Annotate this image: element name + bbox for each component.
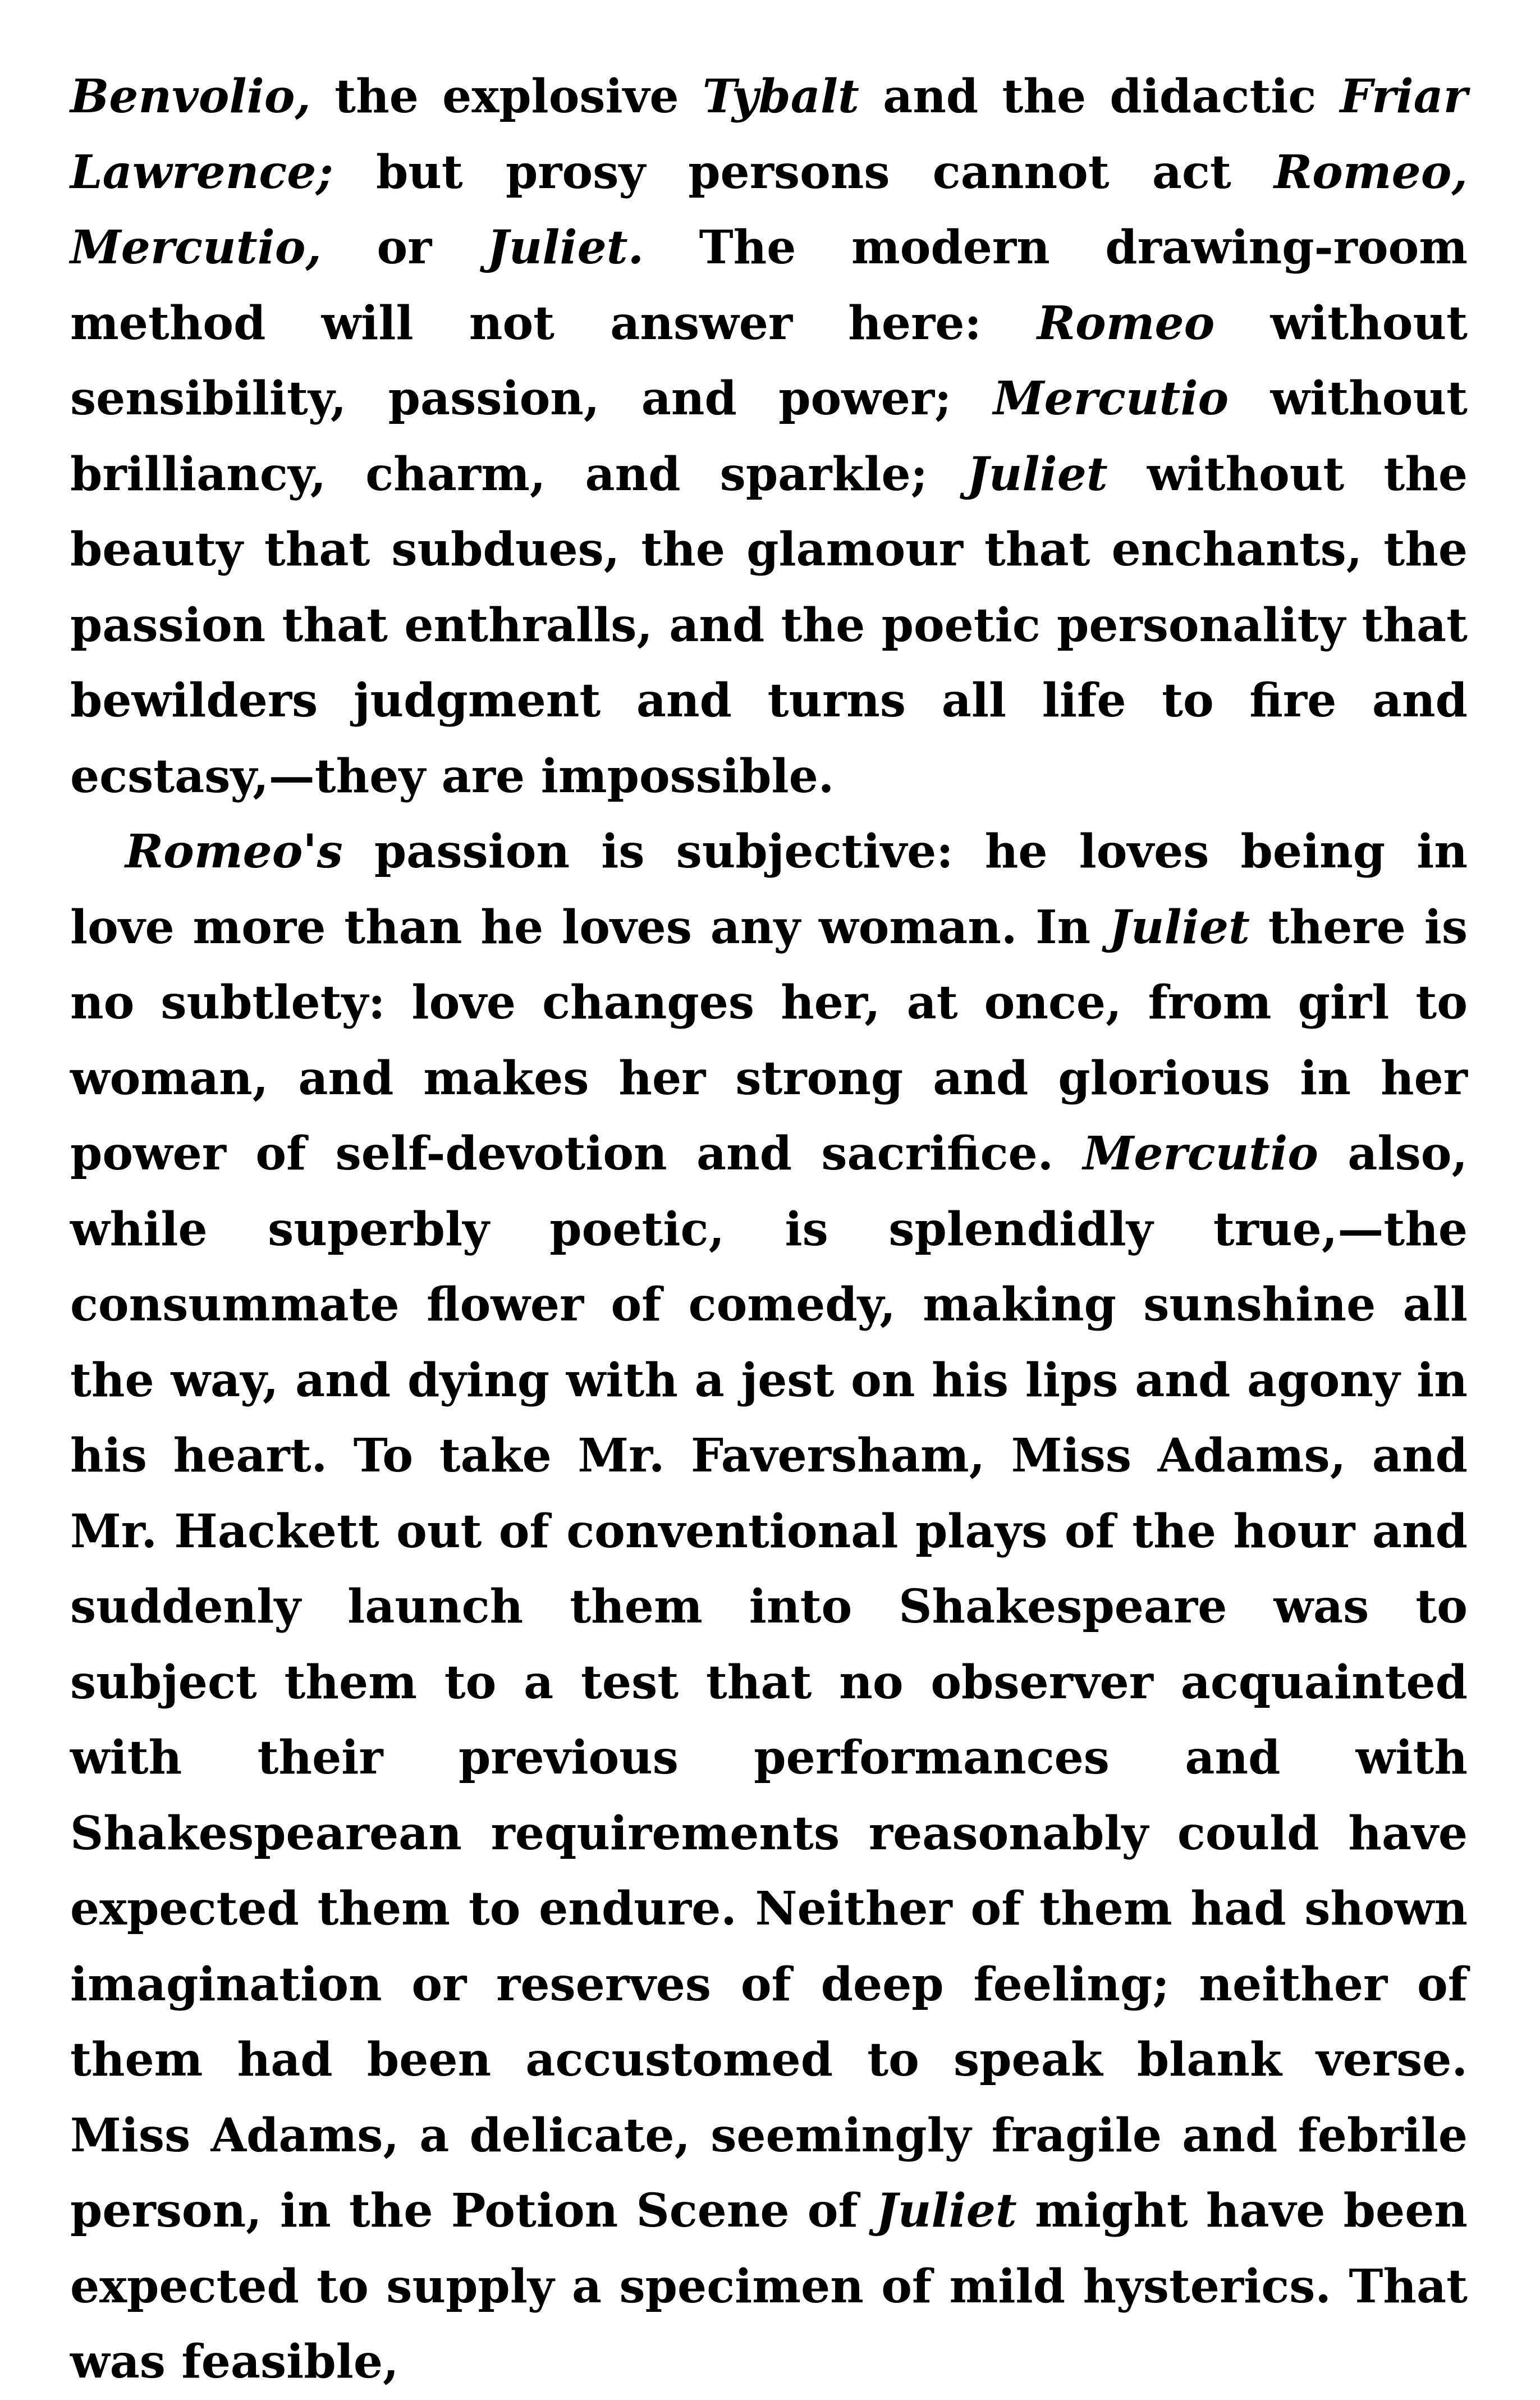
paragraph-2: [70, 814, 1468, 2400]
text-run: Romeo: [1037, 296, 1215, 350]
book-page: [70, 59, 1468, 2400]
text-run: Romeo, Mercutio,: [70, 145, 1468, 275]
text-run: Friar Lawrence;: [70, 70, 1468, 199]
text-run: Juliet.: [487, 221, 644, 275]
text-run: The modern drawing-room method will not answer here:: [70, 221, 1468, 350]
text-run: Romeo's: [125, 825, 343, 879]
text-run: Mercutio: [993, 372, 1229, 426]
text-run: and the didactic: [859, 70, 1340, 124]
text-run: without sensibility, passion, and power;: [70, 296, 1468, 426]
text-run: without brilliancy, charm, and sparkle;: [70, 372, 1468, 501]
text-run: Juliet: [966, 447, 1108, 501]
text-run: but prosy persons cannot act: [333, 145, 1274, 199]
text-run: there is no subtlety: love changes her, at once, from girl to woman, and makes her strong and glorious in her power of self-devotion and sacrifice.: [70, 900, 1468, 1181]
text-run: Juliet: [876, 2184, 1017, 2238]
text-run: or: [321, 221, 487, 275]
text-run: the explosive: [310, 70, 703, 124]
text-run: also, while superbly poetic, is splendidly true,—the consummate flower of comedy, making sunshine all the way, and dying with a jest on his lips and agony in his heart. To take Mr. Faversham, Miss Adams, and Mr. Hackett out of conventional plays of the hour and suddenly launch them into Shakespeare was to subject them to a test that no observer acquainted with their previous performances and with Shakespearean requirements reasonably could have expected them to endure. Neither of them had shown imagination or reserves of deep feeling; neither of them had been accustomed to speak blank verse. Miss Adams, a delicate, seemingly fragile and febrile person, in the Potion Scene of: [70, 1127, 1468, 2238]
paragraph-1: [70, 59, 1468, 814]
text-run: Juliet: [1109, 900, 1250, 954]
text-run: might have been expected to supply a specimen of mild hysterics. That was feasible,: [70, 2184, 1468, 2389]
text-run: Tybalt: [702, 70, 859, 124]
text-run: Mercutio: [1083, 1127, 1318, 1181]
text-run: passion is subjective: he loves being in love more than he loves any woman. In: [70, 825, 1468, 954]
text-run: without the beauty that subdues, the glamour that enchants, the passion that enthralls, and the poetic personality that bewilders judgment and turns all life to fire and ecstasy,—they are impossible.: [70, 447, 1468, 803]
text-run: Benvolio,: [70, 70, 311, 124]
